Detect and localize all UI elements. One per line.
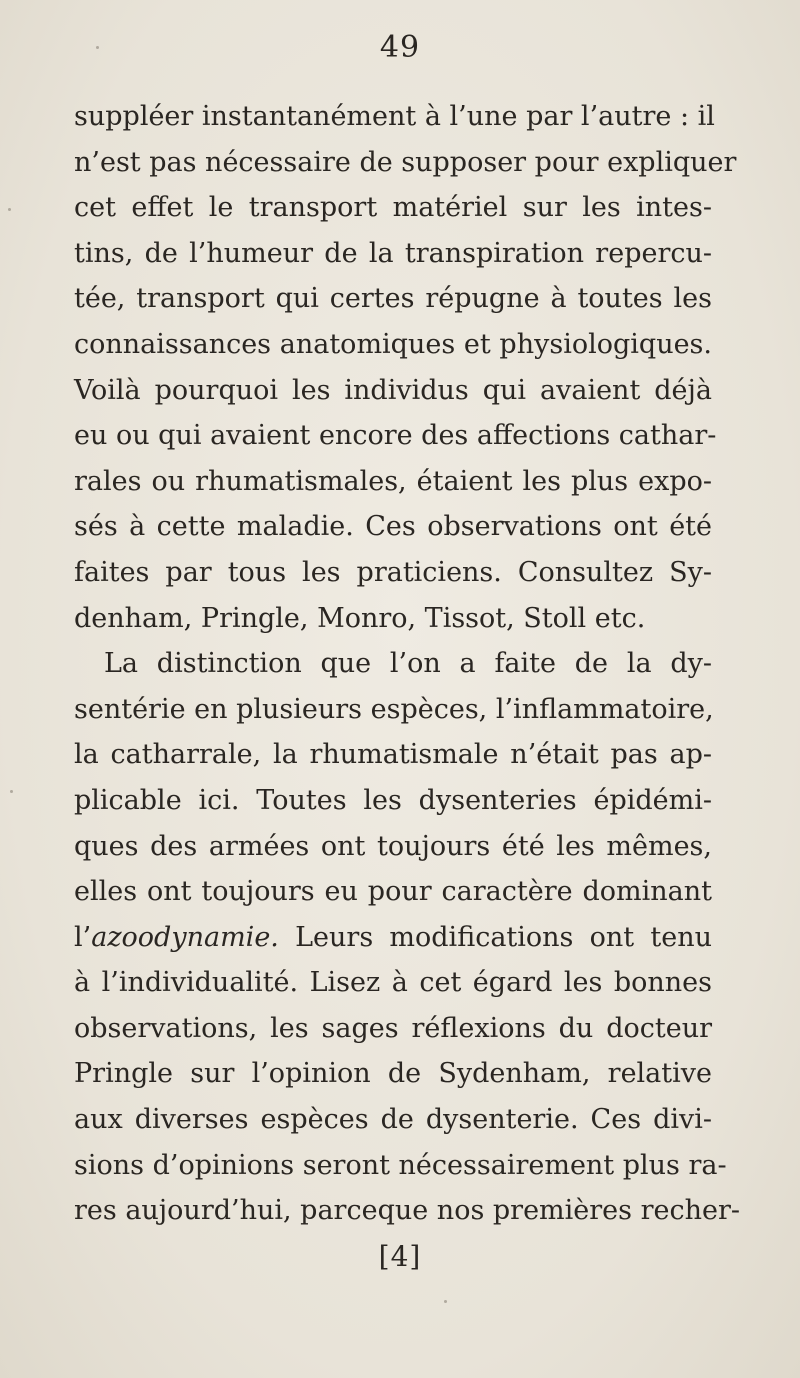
body-text [74, 94, 740, 1234]
text-segment: à l’individualité. Lisez à cet égard les bonnes [74, 967, 712, 999]
text-line [74, 185, 712, 231]
text-line [74, 276, 712, 322]
text-segment: ques des armées ont toujours été les mêmes, [74, 830, 712, 862]
text-line [74, 869, 712, 915]
signature-mark: [4] [378, 1240, 422, 1273]
text-segment: Voilà pourquoi les individus qui avaient déjà [74, 374, 712, 406]
text-line [74, 459, 712, 505]
text-line [74, 368, 712, 414]
text-line [74, 1143, 727, 1189]
text-line [74, 778, 712, 824]
text-line [74, 1188, 740, 1234]
text-segment: l’ [74, 921, 92, 953]
text-segment: Leurs modifications ont tenu [278, 921, 712, 953]
text-segment: La distinction que l’on a faite de la dy- [104, 648, 712, 680]
text-segment: suppléer instantanément à l’une par l’autre : il [74, 101, 715, 132]
text-segment: connaissances anatomiques et physiologiques. [74, 328, 712, 360]
paper-speck [444, 1300, 447, 1303]
text-line [74, 596, 712, 642]
italic-term: azoodynamie. [91, 921, 279, 953]
text-segment: plicable ici. Toutes les dysenteries épidémi- [74, 784, 712, 816]
text-segment: Pringle sur l’opinion de Sydenham, relative [74, 1058, 712, 1090]
text-line [74, 1051, 712, 1097]
text-line [74, 322, 712, 368]
paper-speck [96, 46, 99, 49]
text-line [74, 550, 712, 596]
text-line [74, 1006, 712, 1052]
text-line [74, 915, 712, 961]
text-segment: tins, de l’humeur de la transpiration repercu- [74, 237, 712, 269]
text-line [74, 94, 715, 140]
text-segment: la catharrale, la rhumatismale n’était pas ap- [74, 739, 712, 771]
text-segment: cet effet le transport matériel sur les intes- [74, 192, 712, 224]
text-line [74, 140, 737, 186]
text-line [74, 687, 712, 733]
text-line [74, 413, 717, 459]
text-line [74, 641, 712, 687]
text-segment: sions d’opinions seront nécessairement plus ra- [74, 1149, 727, 1181]
text-segment: eu ou qui avaient encore des affections cathar- [74, 420, 717, 452]
text-line [74, 960, 712, 1006]
text-segment: sés à cette maladie. Ces observations ont été [74, 511, 712, 543]
paper-speck [8, 208, 11, 211]
text-line [74, 732, 712, 778]
text-segment: denham, Pringle, Monro, Tissot, Stoll etc. [74, 602, 646, 634]
paper-speck [10, 790, 13, 793]
text-line [74, 504, 712, 550]
text-segment: sentérie en plusieurs espèces, l’inflammatoire, [74, 693, 714, 725]
page-number: 49 [379, 30, 421, 65]
text-line [74, 231, 712, 277]
text-segment: elles ont toujours eu pour caractère dominant [74, 876, 712, 908]
text-segment: aux diverses espèces de dysenterie. Ces divi- [74, 1104, 712, 1136]
text-segment: res aujourd’hui, parceque nos premières recher- [74, 1195, 740, 1227]
text-segment: faites par tous les praticiens. Consultez Sy- [74, 556, 712, 588]
text-line [74, 1097, 712, 1143]
text-segment: rales ou rhumatismales, étaient les plus expo- [74, 465, 712, 497]
text-line [74, 824, 712, 870]
text-segment: tée, transport qui certes répugne à toutes les [74, 283, 712, 315]
text-segment: n’est pas nécessaire de supposer pour expliquer [74, 146, 737, 178]
text-segment: observations, les sages réflexions du docteur [74, 1012, 712, 1044]
